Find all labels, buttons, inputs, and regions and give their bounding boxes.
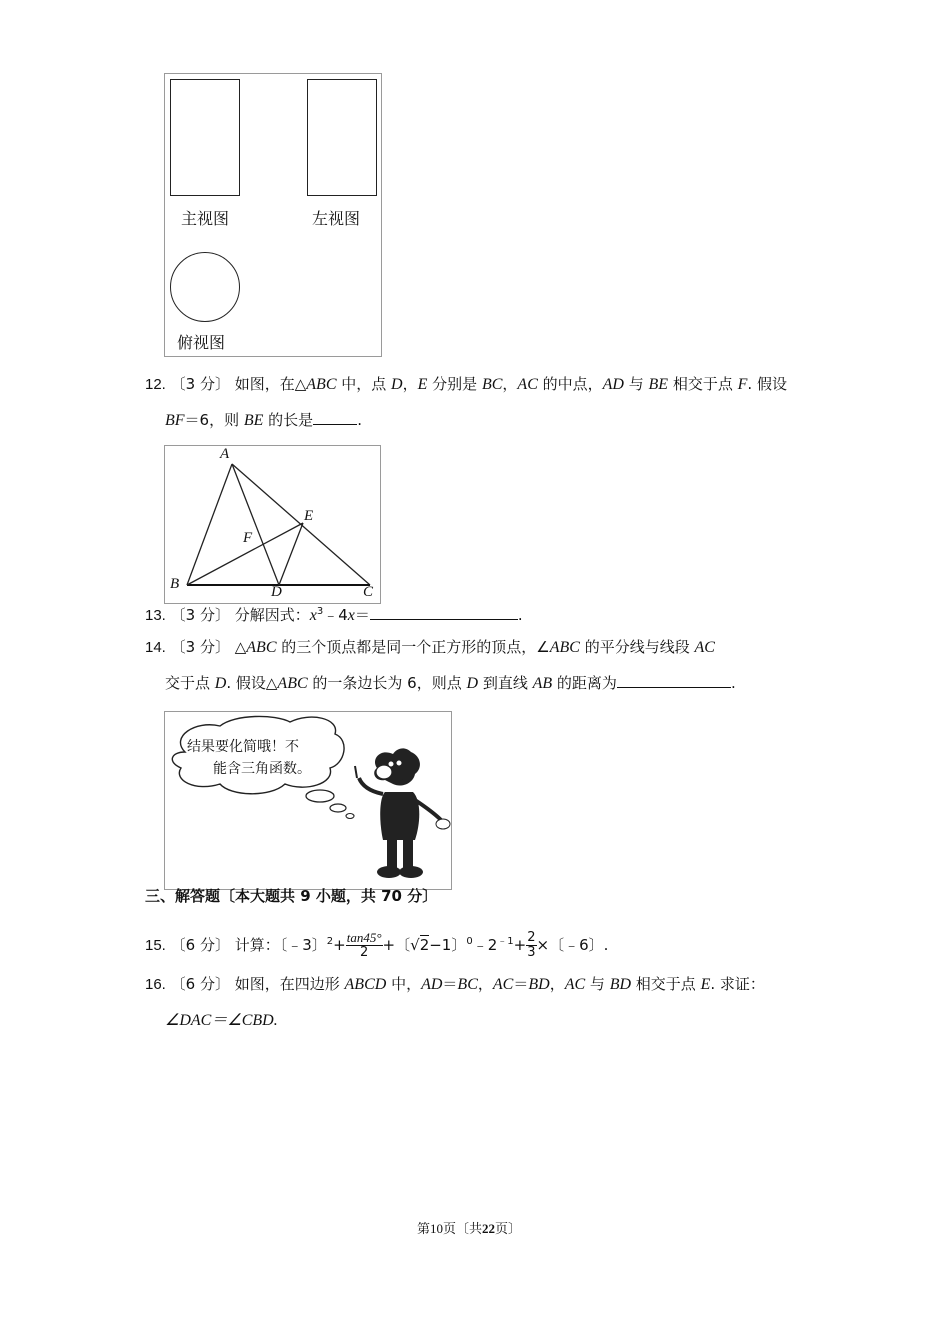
q14-line1	[145, 636, 715, 659]
top-view-label: 俯视图	[177, 333, 226, 352]
q14-text: . 假设△	[226, 674, 278, 692]
q14-text: 的一条边长为 6，则点	[307, 674, 467, 692]
q15-sqrt-value: 2	[419, 936, 430, 954]
q16-ac: AC	[492, 976, 514, 993]
q16-text: 相交于点	[631, 975, 701, 993]
q12-e: E	[417, 376, 428, 393]
triangle-figure	[164, 445, 381, 604]
section3-title: 三、解答题〔本大题共 9 小题，共 70 分〕	[145, 887, 438, 905]
cartoon-bubble-line2: 能含三角函数。	[213, 761, 311, 777]
q13-x: x	[309, 607, 317, 624]
q14-end: .	[730, 674, 736, 692]
q15-text: ×〔﹣6〕.	[536, 936, 609, 954]
q15-text: +〔	[382, 936, 411, 954]
q15-exp-c: ﹣1	[497, 936, 514, 947]
q12-text: ，	[402, 375, 418, 393]
q14-answer-blank[interactable]	[617, 673, 731, 688]
q16-eq: ＝	[513, 975, 529, 993]
q13-text: 分解因式：	[234, 606, 310, 624]
q16-line2: ∠DAC＝∠CBD.	[165, 1012, 278, 1029]
q12-be2: BE	[243, 412, 264, 429]
q16-abcd: ABCD	[344, 976, 387, 993]
q12-text: . 假设	[747, 375, 787, 393]
q15-plus: +	[513, 936, 527, 954]
q15-text: ﹣2	[472, 936, 498, 954]
q12-bc: BC	[481, 376, 503, 393]
q13-answer-blank[interactable]	[370, 605, 518, 620]
q13-x2: x	[347, 607, 355, 624]
q12-text: 的中点，	[537, 375, 603, 393]
q16-comma: ，	[477, 975, 493, 993]
point-c-label: C	[363, 584, 374, 600]
cartoon-bubble-line1: 结果要化简哦！不	[187, 739, 299, 755]
q15-exp-a: 2	[326, 936, 334, 947]
q14-text: 的平分线与线段	[579, 638, 695, 656]
front-view-rectangle	[170, 79, 240, 196]
q13-line	[145, 601, 523, 627]
q15-score: 〔6 分〕	[170, 936, 230, 954]
point-b-label: B	[170, 576, 180, 592]
q16-line1	[145, 973, 765, 996]
q12-be: BE	[648, 376, 669, 393]
q12-number: 12.	[145, 376, 166, 393]
q14-text: 到直线	[478, 674, 533, 692]
q15-frac2-numerator: 2	[527, 930, 536, 945]
q12-text: 中，点	[336, 375, 392, 393]
q16-e: E	[700, 976, 711, 993]
q16-bd: BD	[528, 976, 550, 993]
q16-ad: AD	[421, 976, 443, 993]
q12-d: D	[391, 376, 403, 393]
q14-abc2: ABC	[549, 639, 580, 656]
q16-text: 与	[585, 975, 610, 993]
q15-frac2-denominator: 3	[527, 945, 536, 960]
q16-bc: BC	[457, 976, 478, 993]
triangle-svg	[165, 446, 380, 603]
q16-text: 中，	[386, 975, 422, 993]
page-footer	[417, 1218, 521, 1237]
q14-abc: ABC	[246, 639, 277, 656]
q15-text: 计算：〔﹣3〕	[234, 936, 327, 954]
q14-text: 的三个顶点都是同一个正方形的顶点，∠	[276, 638, 550, 656]
q12-text: 相交于点	[668, 375, 738, 393]
q14-d2: D	[466, 675, 479, 692]
q12-line2	[165, 409, 362, 432]
cartoon-figure	[164, 711, 452, 890]
point-d-label: D	[271, 584, 282, 600]
q16-text: . 求证：	[710, 975, 765, 993]
q15-sqrt-sign: √	[410, 936, 420, 954]
q14-score: 〔3 分〕	[170, 638, 230, 656]
q14-line2	[165, 672, 736, 695]
q14-abc3: ABC	[277, 675, 308, 692]
q12-ad: AD	[602, 376, 624, 393]
q15-fraction-two-thirds	[526, 931, 536, 960]
q12-f: F	[737, 376, 748, 393]
q13-number: 13.	[145, 607, 166, 624]
q15-fraction-tan	[346, 931, 383, 960]
q12-end: .	[357, 411, 362, 429]
left-view-label: 左视图	[312, 209, 361, 228]
footer-page-text: 第10页〔共	[417, 1221, 483, 1236]
q12-score: 〔3 分〕	[170, 375, 230, 393]
q14-d: D	[214, 675, 227, 692]
point-f-label: F	[243, 530, 253, 546]
q12-answer-blank[interactable]	[313, 410, 357, 425]
q16-ac2: AC	[564, 976, 586, 993]
q15-text: −1〕	[429, 936, 467, 954]
point-e-label: E	[304, 508, 314, 524]
q14-text: 交于点	[165, 674, 215, 692]
q12-text: 与	[623, 375, 649, 393]
q12-text: 的长是	[263, 411, 314, 429]
q12-text: 如图，在△	[234, 375, 307, 393]
footer-page-text-end: 页〕	[495, 1221, 522, 1236]
q14-ab: AB	[532, 675, 553, 692]
top-view-circle	[170, 252, 240, 322]
q15-frac-denominator: 2	[360, 945, 369, 960]
q13-exp: 3	[316, 606, 324, 617]
q15-line	[145, 931, 608, 960]
q12-abc: ABC	[306, 376, 337, 393]
q12-text: ，	[502, 375, 518, 393]
q16-number: 16.	[145, 976, 166, 993]
q13-end: .	[517, 606, 523, 624]
front-view-label: 主视图	[181, 209, 230, 228]
q16-text: 如图，在四边形	[234, 975, 345, 993]
q14-text: 的距离为	[552, 674, 617, 692]
q13-score: 〔3 分〕	[170, 606, 230, 624]
q12-line1	[145, 373, 787, 396]
q12-ac: AC	[517, 376, 538, 393]
q14-ac: AC	[694, 639, 715, 656]
three-views-figure	[164, 73, 382, 357]
q12-text: ＝6，则	[184, 411, 244, 429]
q15-frac-numerator: tan45°	[346, 930, 382, 945]
q16-eq: ＝	[442, 975, 458, 993]
q13-eq: ＝	[354, 606, 370, 624]
q15-exp-b: 0	[466, 936, 473, 947]
q12-bf: BF	[165, 412, 185, 429]
q15-number: 15.	[145, 937, 166, 954]
q16-bd2: BD	[609, 976, 632, 993]
q15-plus: +	[333, 936, 346, 954]
q12-text: 分别是	[427, 375, 482, 393]
point-a-label: A	[220, 446, 230, 462]
q13-mid: ﹣4	[323, 606, 348, 624]
q16-score: 〔6 分〕	[170, 975, 230, 993]
footer-total-pages: 22	[482, 1221, 496, 1236]
q14-number: 14.	[145, 639, 166, 656]
left-view-rectangle	[307, 79, 377, 196]
q16-comma: ，	[549, 975, 565, 993]
q14-text: △	[234, 638, 247, 656]
